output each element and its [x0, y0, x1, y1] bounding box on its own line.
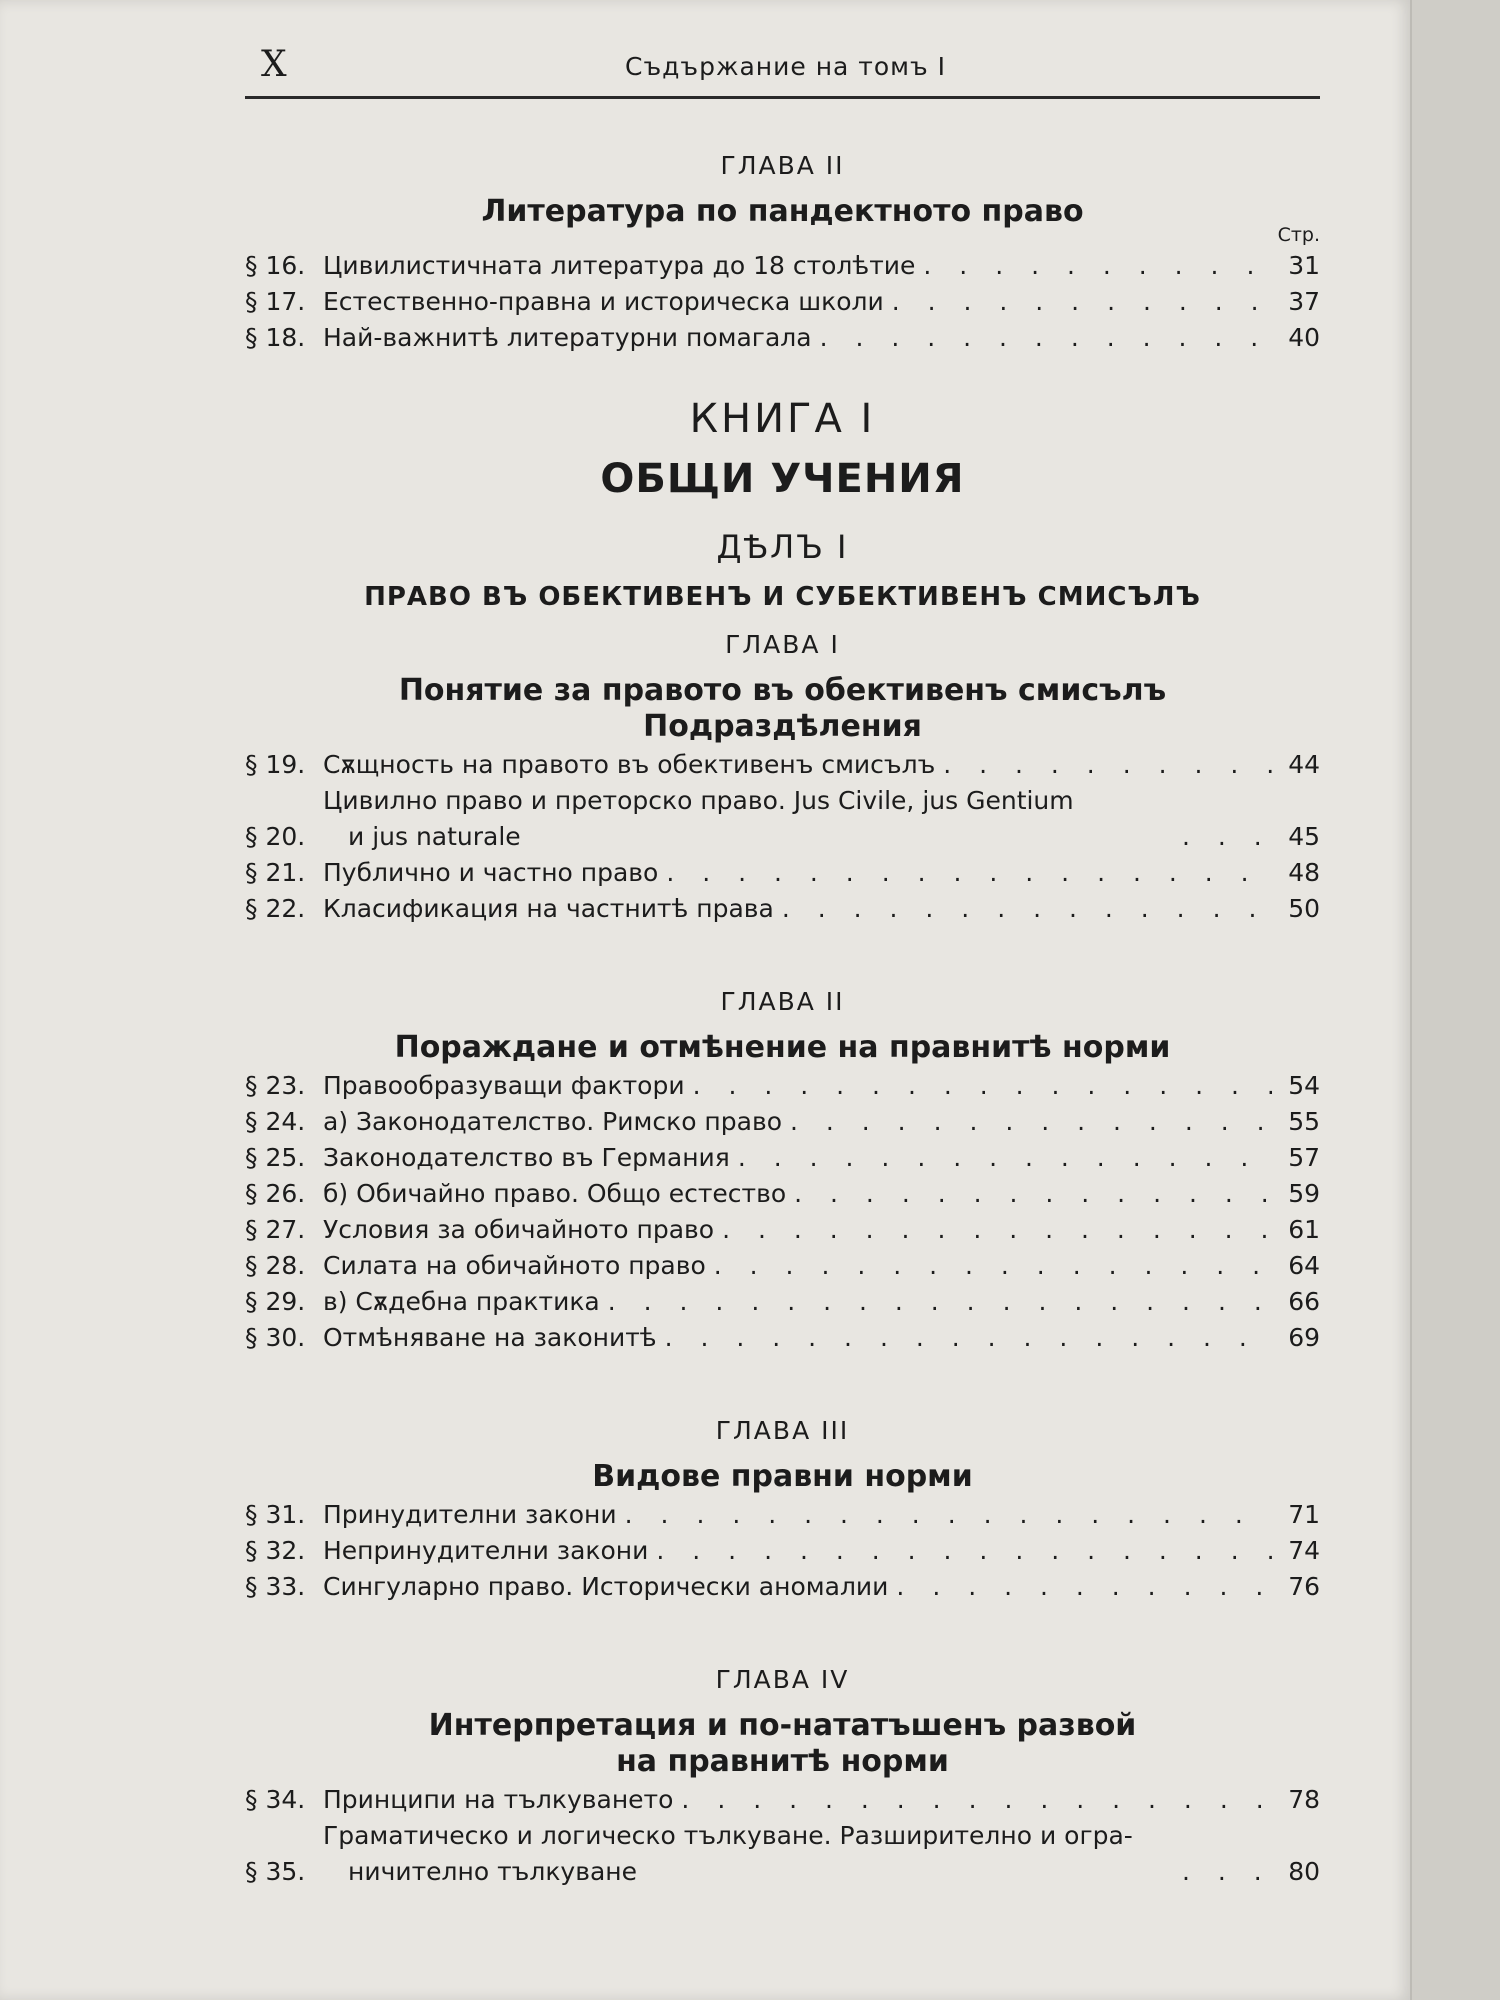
- entry-title: [323, 1818, 1272, 1890]
- page-ref: 31: [1288, 251, 1320, 280]
- toc-entry: [245, 1068, 1320, 1104]
- entry-title-text: Естественно-правна и историческа школи: [323, 287, 884, 316]
- entry-title: [323, 783, 1272, 855]
- page-column-label: Стр.: [1277, 224, 1320, 246]
- toc-entry: [245, 1782, 1320, 1818]
- leader-dots: [714, 1212, 1272, 1248]
- leader-dots: [730, 1140, 1272, 1176]
- chapter-title: [245, 1459, 1320, 1495]
- page-ref: 66: [1288, 1287, 1320, 1316]
- entry-title-text: Правообразуващи фактори: [323, 1071, 685, 1100]
- section-number: § 16.: [245, 251, 306, 280]
- leader-dots: [774, 891, 1272, 927]
- entry-title: [323, 1248, 1272, 1284]
- chapter-title: [245, 1030, 1320, 1066]
- page-edge: [1410, 0, 1500, 2000]
- leader-dots: [782, 1104, 1272, 1140]
- page-ref: 76: [1288, 1572, 1320, 1601]
- page-ref: 45: [1288, 822, 1320, 851]
- leader-dots: [884, 284, 1272, 320]
- toc-entry: [245, 855, 1320, 891]
- entry-title-line: ничително тълкуване: [348, 1857, 638, 1886]
- entry-title: [323, 855, 1272, 891]
- entry-list: [245, 747, 1320, 927]
- leader-dots: [1174, 1854, 1272, 1890]
- toc-entry: [245, 1248, 1320, 1284]
- chapter-title-line: Подраздѣления: [643, 709, 922, 744]
- entry-list: [245, 1782, 1320, 1890]
- toc-entry: [245, 1569, 1320, 1605]
- entry-title: [323, 1497, 1272, 1533]
- chapter-label: ГЛАВА IV: [715, 1665, 850, 1694]
- section-number: § 33.: [245, 1572, 306, 1601]
- chapter-title-line: Понятие за правото въ обективенъ смисълъ: [398, 673, 1167, 708]
- entry-title: [323, 1068, 1272, 1104]
- page-ref: 78: [1288, 1785, 1320, 1814]
- section-number: § 30.: [245, 1323, 306, 1352]
- section-number: § 25.: [245, 1143, 306, 1172]
- toc-entry: [245, 248, 1320, 284]
- leader-dots: [658, 855, 1272, 891]
- entry-title: [323, 1176, 1272, 1212]
- entry-title-text: [323, 1818, 1174, 1890]
- entry-title: [323, 248, 1272, 284]
- entry-title-line: и jus naturale: [348, 822, 521, 851]
- leader-dots: [706, 1248, 1272, 1284]
- section-number: § 28.: [245, 1251, 306, 1280]
- section-number: § 20.: [245, 822, 306, 851]
- entry-title: [323, 1320, 1272, 1356]
- leader-dots: [888, 1569, 1272, 1605]
- entry-title-text: Най-важнитѣ литературни помагала: [323, 323, 812, 352]
- page-ref: 48: [1288, 858, 1320, 887]
- toc-entry: [245, 1497, 1320, 1533]
- toc-entry: [245, 1176, 1320, 1212]
- entry-title-text: а) Законодателство. Римско право: [323, 1107, 782, 1136]
- entry-title-line: Граматическо и логическо тълкуване. Разширително и огра-: [323, 1821, 1133, 1850]
- chapter-label: ГЛАВА III: [715, 1416, 850, 1445]
- section-number: § 22.: [245, 894, 306, 923]
- chapter-title-line: на правнитѣ норми: [616, 1744, 949, 1779]
- entry-title: [323, 747, 1272, 783]
- entry-title: [323, 284, 1272, 320]
- part-title: ПРАВО ВЪ ОБЕКТИВЕНЪ И СУБЕКТИВЕНЪ СМИСЪЛЪ: [364, 582, 1201, 612]
- entry-title: [323, 320, 1272, 356]
- toc-entry: [245, 1140, 1320, 1176]
- entry-title-text: Законодателство въ Германия: [323, 1143, 730, 1172]
- entry-list: [245, 1497, 1320, 1605]
- leader-dots: [600, 1284, 1272, 1320]
- table-of-contents: [245, 30, 1320, 1890]
- entry-title-text: б) Обичайно право. Общо естество: [323, 1179, 787, 1208]
- page-ref: 50: [1288, 894, 1320, 923]
- section-number: § 19.: [245, 750, 306, 779]
- leader-dots: [1174, 819, 1272, 855]
- entry-title: [323, 1569, 1272, 1605]
- entry-title: [323, 1104, 1272, 1140]
- toc-entry: [245, 1320, 1320, 1356]
- entry-title-line: Цивилно право и преторско право. Jus Civile, jus Gentium: [323, 786, 1074, 815]
- toc-entry: [245, 1818, 1320, 1890]
- section-number: § 18.: [245, 323, 306, 352]
- chapter-title: [245, 673, 1320, 745]
- chapter-label: ГЛАВА II: [720, 987, 845, 1016]
- page-header: [245, 30, 1320, 99]
- entry-title-text: Публично и частно право: [323, 858, 659, 887]
- chapter-label: ГЛАВА II: [720, 151, 845, 180]
- page-ref: 40: [1288, 323, 1320, 352]
- entry-list: [245, 1068, 1320, 1356]
- leader-dots: [648, 1533, 1272, 1569]
- toc-entry: [245, 747, 1320, 783]
- chapter-title: [245, 1708, 1320, 1780]
- entry-title-text: Цивилистичната литература до 18 столѣтие: [323, 251, 916, 280]
- chapter-label: ГЛАВА I: [725, 630, 840, 659]
- toc-entry: [245, 1104, 1320, 1140]
- toc-entry: [245, 284, 1320, 320]
- entry-title: [323, 1782, 1272, 1818]
- entry-title-text: Непринудителни закони: [323, 1536, 649, 1565]
- page-ref: 64: [1288, 1251, 1320, 1280]
- entry-title-text: Отмѣняване на законитѣ: [323, 1323, 657, 1352]
- entry-title: [323, 1284, 1272, 1320]
- entry-title-text: Силата на обичайното право: [323, 1251, 706, 1280]
- section-number: § 31.: [245, 1500, 306, 1529]
- page-ref: 44: [1288, 750, 1320, 779]
- entry-title-text: Принципи на тълкуването: [323, 1785, 674, 1814]
- entry-title: [323, 891, 1272, 927]
- section-number: § 34.: [245, 1785, 306, 1814]
- entry-title: [323, 1140, 1272, 1176]
- leader-dots: [786, 1176, 1272, 1212]
- page-ref: 59: [1288, 1179, 1320, 1208]
- leader-dots: [812, 320, 1272, 356]
- entry-title-text: [323, 783, 1174, 855]
- entry-title-text: в) Сѫдебна практика: [323, 1287, 600, 1316]
- leader-dots: [685, 1068, 1272, 1104]
- section-number: § 27.: [245, 1215, 306, 1244]
- leader-dots: [657, 1320, 1272, 1356]
- entry-title-text: Условия за обичайното право: [323, 1215, 715, 1244]
- section-number: § 29.: [245, 1287, 306, 1316]
- entry-title-text: Сингуларно право. Исторически аномалии: [323, 1572, 889, 1601]
- entry-title-text: Класификация на частнитѣ права: [323, 894, 774, 923]
- toc-entry: [245, 891, 1320, 927]
- page-ref: 61: [1288, 1215, 1320, 1244]
- entry-title: [323, 1533, 1272, 1569]
- entry-title-text: Сѫщность на правото въ обективенъ смисълъ: [323, 750, 936, 779]
- part-label: ДѢЛЪ I: [716, 528, 849, 566]
- book-title: ОБЩИ УЧЕНИЯ: [600, 456, 965, 502]
- page-ref: 74: [1288, 1536, 1320, 1565]
- chapter-title-line: Видове правни норми: [592, 1459, 973, 1494]
- page-ref: 80: [1288, 1857, 1320, 1886]
- leader-dots: [915, 248, 1272, 284]
- section-number: § 17.: [245, 287, 306, 316]
- toc-entry: [245, 1284, 1320, 1320]
- intro-chapter: [245, 151, 1320, 356]
- running-title: Съдържание на томъ I: [625, 52, 947, 81]
- leader-dots: [617, 1497, 1272, 1533]
- page-ref: 71: [1288, 1500, 1320, 1529]
- toc-entry: [245, 320, 1320, 356]
- entry-title: [323, 1212, 1272, 1248]
- entry-list: [245, 248, 1320, 356]
- toc-entry: [245, 1212, 1320, 1248]
- leader-dots: [935, 747, 1272, 783]
- section-number: § 23.: [245, 1071, 306, 1100]
- page-ref: 55: [1288, 1107, 1320, 1136]
- section-number: § 21.: [245, 858, 306, 887]
- book-label: КНИГА I: [689, 396, 876, 442]
- toc-entry: [245, 1533, 1320, 1569]
- section-number: § 24.: [245, 1107, 306, 1136]
- page-ref: 69: [1288, 1323, 1320, 1352]
- entry-title-text: Принудителни закони: [323, 1500, 617, 1529]
- chapter-title-line: Литература по пандектното право: [481, 194, 1084, 229]
- section-number: § 35.: [245, 1857, 306, 1886]
- chapter-title-line: Пораждане и отмѣнение на правнитѣ норми: [394, 1030, 1171, 1065]
- leader-dots: [673, 1782, 1272, 1818]
- section-number: § 32.: [245, 1536, 306, 1565]
- toc-entry: [245, 783, 1320, 855]
- page-ref: 57: [1288, 1143, 1320, 1172]
- page-ref: 54: [1288, 1071, 1320, 1100]
- chapter-list: [245, 630, 1320, 1890]
- page-number: X: [261, 44, 287, 85]
- page-ref: 37: [1288, 287, 1320, 316]
- chapter-title-line: Интерпретация и по-нататъшенъ развой: [428, 1708, 1137, 1743]
- section-number: § 26.: [245, 1179, 306, 1208]
